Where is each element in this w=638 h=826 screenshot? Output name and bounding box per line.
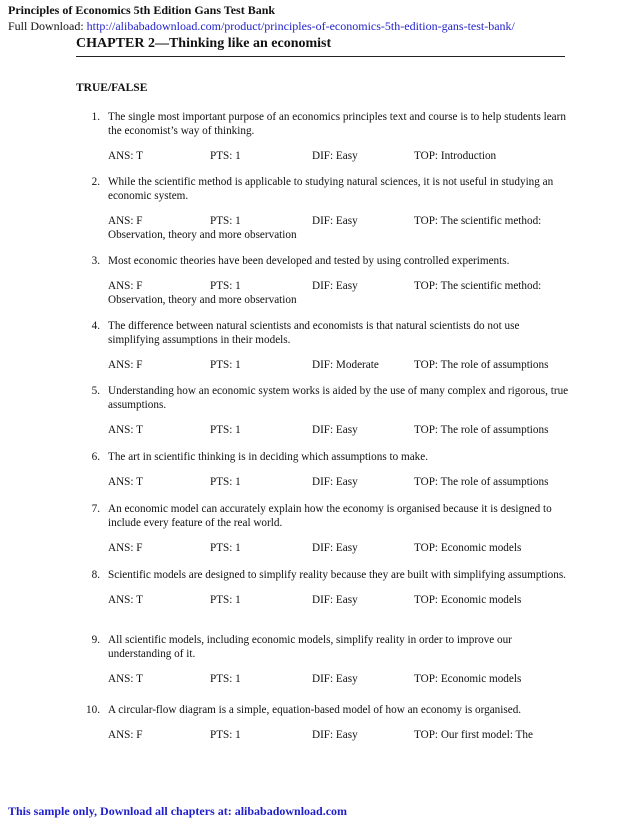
question-stem: A circular-flow diagram is a simple, equation-based model of how an economy is organised. — [108, 704, 522, 716]
answer-value: ANS: F — [108, 215, 143, 227]
question-item — [76, 450, 572, 489]
chapter-title: CHAPTER 2—Thinking like an economist — [76, 36, 332, 51]
difficulty-value: DIF: Easy — [312, 476, 358, 488]
question-number: 7. — [91, 503, 100, 515]
topic-value: TOP: Economic models — [414, 594, 522, 606]
question-item — [76, 633, 572, 686]
difficulty-value: DIF: Moderate — [312, 359, 379, 371]
points-value: PTS: 1 — [210, 594, 241, 606]
question-stem: While the scientific method is applicable to studying natural sciences, it is not useful in studying an economic system. — [108, 176, 554, 202]
answer-value: ANS: F — [108, 280, 143, 292]
answer-line — [108, 423, 572, 437]
question-number: 10. — [86, 704, 100, 716]
answer-line — [108, 475, 572, 489]
download-prefix: Full Download: — [8, 19, 87, 33]
difficulty-value: DIF: Easy — [312, 594, 358, 606]
topic-value: TOP: The scientific method: — [414, 215, 542, 227]
answer-line — [108, 358, 572, 372]
points-value: PTS: 1 — [210, 673, 241, 685]
answer-value: ANS: T — [108, 673, 143, 685]
topic-continuation: Observation, theory and more observation — [108, 229, 297, 241]
answer-value: ANS: F — [108, 359, 143, 371]
question-number: 6. — [91, 451, 100, 463]
question-stem: Scientific models are designed to simplify reality because they are built with simplifying assumptions. — [108, 569, 566, 581]
question-item — [76, 319, 572, 372]
points-value: PTS: 1 — [210, 476, 241, 488]
question-item — [76, 175, 572, 242]
answer-line — [108, 593, 572, 607]
answer-value: ANS: T — [108, 594, 143, 606]
question-stem: All scientific models, including economic models, simplify reality in order to improve our understanding of it. — [108, 634, 512, 660]
topic-continuation: Observation, theory and more observation — [108, 294, 297, 306]
answer-line — [108, 672, 572, 686]
answer-value: ANS: T — [108, 150, 143, 162]
topic-value: TOP: Economic models — [414, 542, 522, 554]
question-number: 9. — [91, 634, 100, 646]
download-link[interactable]: http://alibabadownload.com/product/principles-of-economics-5th-edition-gans-test-bank/ — [86, 19, 515, 33]
question-number: 5. — [91, 385, 100, 397]
question-number: 4. — [91, 320, 100, 332]
points-value: PTS: 1 — [210, 424, 241, 436]
question-number: 8. — [91, 569, 100, 581]
section-title: TRUE/FALSE — [76, 82, 148, 94]
question-item — [76, 254, 572, 307]
question-stem: An economic model can accurately explain how the economy is organised because it is designed to include every feature of the real world. — [108, 503, 552, 529]
answer-value: ANS: F — [108, 729, 143, 741]
topic-value: TOP: The role of assumptions — [414, 424, 549, 436]
difficulty-value: DIF: Easy — [312, 150, 358, 162]
question-item — [76, 384, 572, 437]
question-number: 3. — [91, 255, 100, 267]
topic-value: TOP: Economic models — [414, 673, 522, 685]
points-value: PTS: 1 — [210, 150, 241, 162]
question-item — [76, 110, 572, 163]
points-value: PTS: 1 — [210, 215, 241, 227]
difficulty-value: DIF: Easy — [312, 424, 358, 436]
answer-line — [108, 541, 572, 555]
question-number: 1. — [91, 111, 100, 123]
question-stem: The single most important purpose of an economics principles text and course is to help students learn the economist’s way of thinking. — [108, 111, 566, 137]
points-value: PTS: 1 — [210, 359, 241, 371]
answer-line — [108, 279, 572, 293]
answer-line — [108, 149, 572, 163]
question-stem: Most economic theories have been developed and tested by using controlled experiments. — [108, 255, 510, 267]
answer-value: ANS: F — [108, 542, 143, 554]
topic-value: TOP: The role of assumptions — [414, 476, 549, 488]
question-stem: The art in scientific thinking is in deciding which assumptions to make. — [108, 451, 429, 463]
header-title: Principles of Economics 5th Edition Gans Test Bank — [8, 3, 276, 17]
difficulty-value: DIF: Easy — [312, 729, 358, 741]
difficulty-value: DIF: Easy — [312, 542, 358, 554]
topic-value: TOP: Introduction — [414, 150, 497, 162]
points-value: PTS: 1 — [210, 729, 241, 741]
answer-line — [108, 214, 572, 228]
question-item — [76, 568, 572, 607]
points-value: PTS: 1 — [210, 542, 241, 554]
answer-value: ANS: T — [108, 476, 143, 488]
footer-download-note[interactable]: This sample only, Download all chapters at: alibabadownload.com — [8, 804, 348, 818]
question-stem: Understanding how an economic system works is aided by the use of many complex and rigorous, true assumptions. — [108, 385, 569, 411]
difficulty-value: DIF: Easy — [312, 215, 358, 227]
question-item — [76, 703, 572, 742]
answer-line — [108, 728, 572, 742]
question-stem: The difference between natural scientists and economists is that natural scientists do not use simplifying assumptions in their models. — [108, 320, 520, 346]
download-line — [8, 19, 515, 34]
difficulty-value: DIF: Easy — [312, 280, 358, 292]
question-item — [76, 502, 572, 555]
answer-value: ANS: T — [108, 424, 143, 436]
topic-value: TOP: The role of assumptions — [414, 359, 549, 371]
points-value: PTS: 1 — [210, 280, 241, 292]
topic-value: TOP: Our first model: The — [414, 729, 533, 741]
question-number: 2. — [91, 176, 100, 188]
topic-value: TOP: The scientific method: — [414, 280, 542, 292]
chapter-divider — [76, 56, 565, 57]
difficulty-value: DIF: Easy — [312, 673, 358, 685]
